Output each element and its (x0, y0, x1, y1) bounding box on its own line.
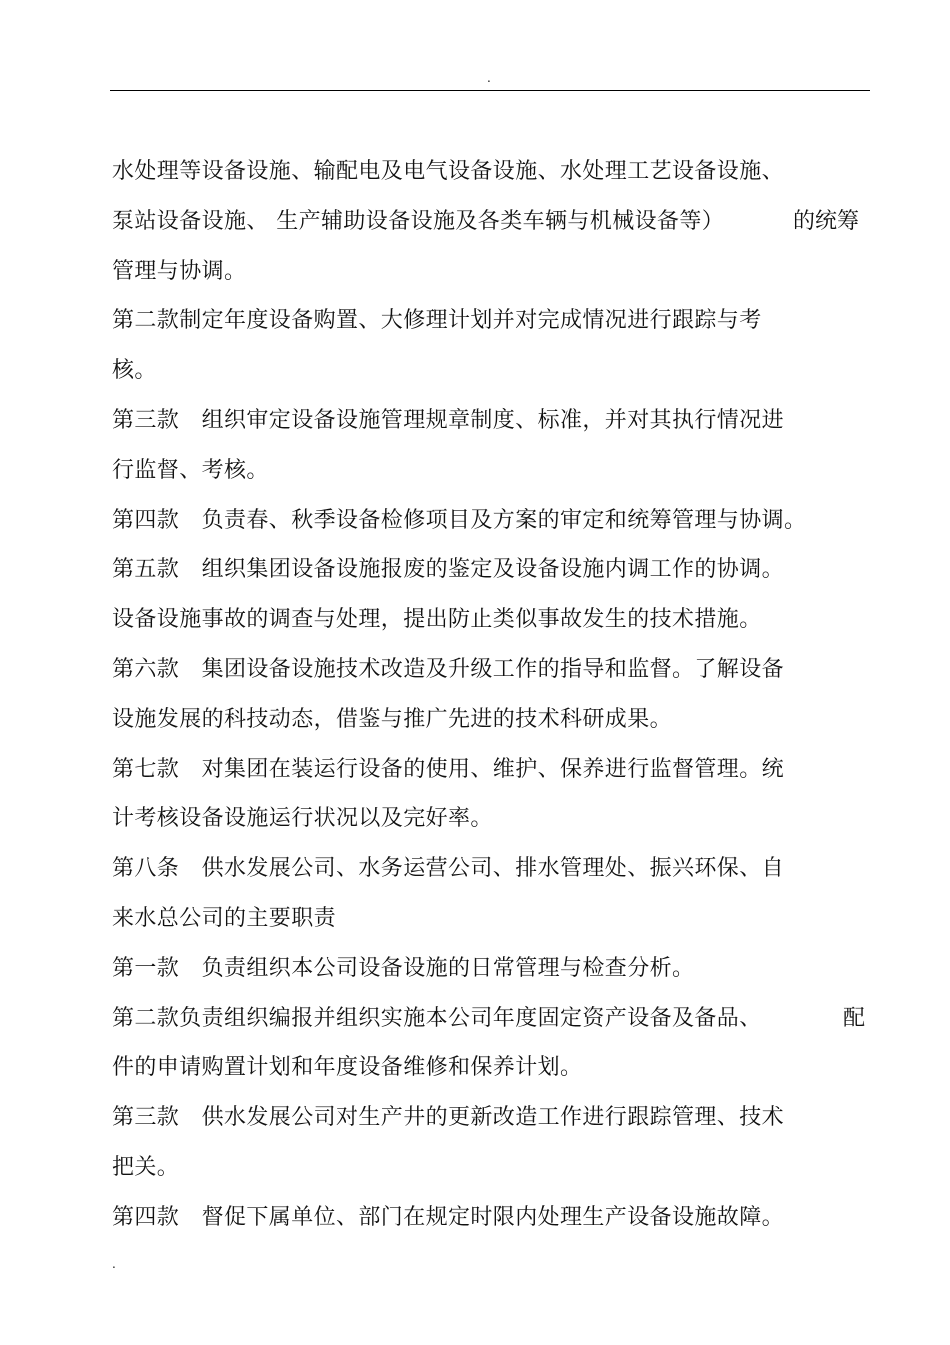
text-line: 第二款制定年度设备购置、大修理计划并对完成情况进行跟踪与考 (112, 308, 762, 333)
footer-mark: . (112, 1257, 116, 1271)
text-line: 第一款 负责组织本公司设备设施的日常管理与检查分析。 (112, 956, 695, 981)
text-line: 第三款 组织审定设备设施管理规章制度、标准，并对其执行情况进 (112, 408, 785, 433)
header-rule (110, 90, 870, 91)
text-line: 来水总公司的主要职责 (112, 906, 337, 931)
text-line: 件的申请购置计划和年度设备维修和保养计划。 (112, 1055, 583, 1080)
text-line: 第五款 组织集团设备设施报废的鉴定及设备设施内调工作的协调。 (112, 557, 785, 582)
text-line: 核。 (112, 358, 157, 383)
text-line-fragment: 配 (843, 1006, 866, 1031)
header-mark: . (487, 71, 491, 85)
text-line: 第四款 负责春、秋季设备检修项目及方案的审定和统筹管理与协调。 (112, 508, 807, 533)
text-line: 第七款 对集团在装运行设备的使用、维护、保养进行监督管理。统 (112, 757, 785, 782)
text-line: 把关。 (112, 1155, 180, 1180)
text-line: 第二款负责组织编报并组织实施本公司年度固定资产设备及备品、 (112, 1006, 762, 1031)
text-line: 设施发展的科技动态，借鉴与推广先进的技术科研成果。 (112, 707, 673, 732)
text-line: 行监督、考核。 (112, 458, 269, 483)
text-line: 第六款 集团设备设施技术改造及升级工作的指导和监督。了解设备 (112, 657, 785, 682)
text-line: 管理与协调。 (112, 259, 247, 284)
text-line: 水处理等设备设施、输配电及电气设备设施、水处理工艺设备设施、 (112, 159, 785, 184)
text-line: 第四款 督促下属单位、部门在规定时限内处理生产设备设施故障。 (112, 1205, 785, 1230)
text-line: 第三款 供水发展公司对生产井的更新改造工作进行跟踪管理、技术 (112, 1105, 785, 1130)
text-line: 第八条 供水发展公司、水务运营公司、排水管理处、振兴环保、自 (112, 856, 785, 881)
text-line: 设备设施事故的调查与处理，提出防止类似事故发生的技术措施。 (112, 607, 762, 632)
text-line: 计考核设备设施运行状况以及完好率。 (112, 806, 493, 831)
text-line-fragment: 的统筹 (793, 209, 860, 234)
text-line: 泵站设备设施、 生产辅助设备设施及各类车辆与机械设备等） (112, 209, 725, 234)
